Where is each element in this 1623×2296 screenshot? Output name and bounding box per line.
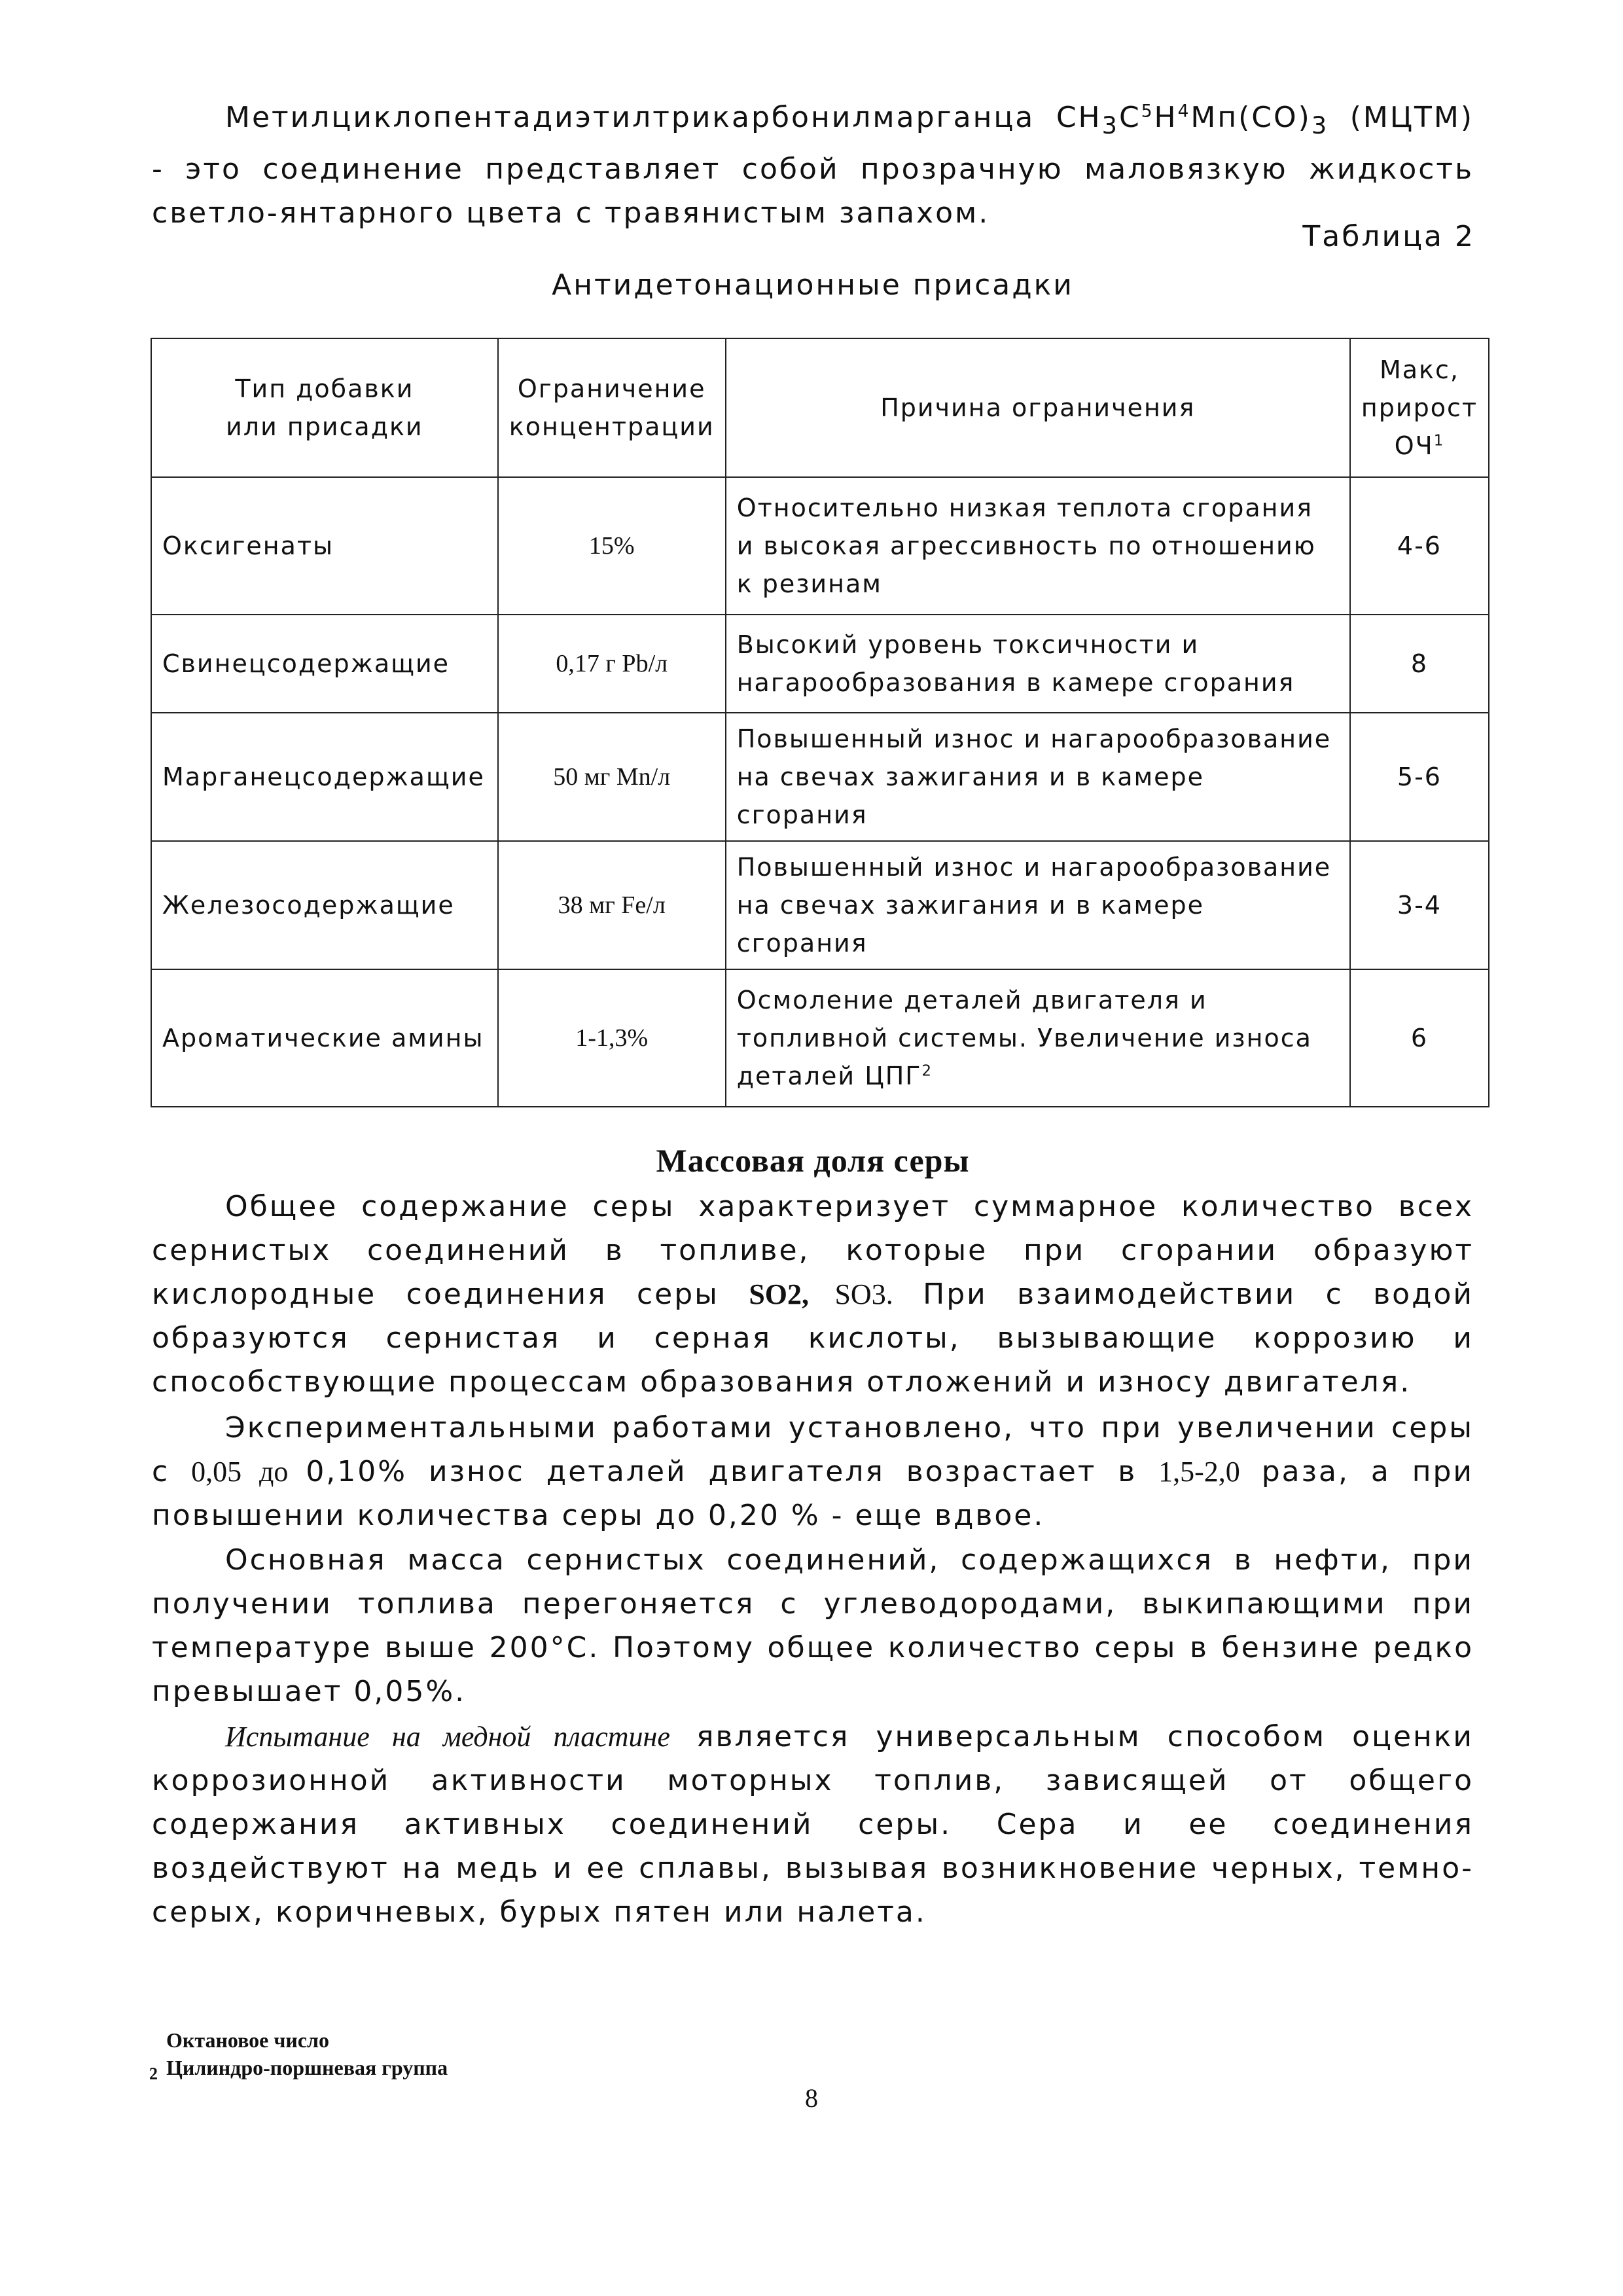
cell-max: 3-4 <box>1350 841 1489 969</box>
table-header-row <box>151 338 1489 477</box>
cell-limit: 1-1,3% <box>498 969 726 1107</box>
section-paragraph-4: Испытание на медной пластине является универсальным способом оценки коррозионной активности моторных топлив, зависящей от общего содержания активных соединений серы. Сера и ее соединения воздействуют на медь и ее сплавы, вызывая возникновение черных, темно-серых, коричневых, бурых пятен или налета. <box>152 1720 1474 1929</box>
table-row <box>151 615 1489 713</box>
table-number: Таблица 2 <box>1302 220 1475 253</box>
header-type: Тип добавки или присадки <box>151 338 498 477</box>
cell-type: Марганецсодержащие <box>151 713 498 841</box>
cell-max: 8 <box>1350 615 1489 713</box>
cell-max: 5-6 <box>1350 713 1489 841</box>
footnotes <box>147 2026 448 2081</box>
cell-type: Ароматические амины <box>151 969 498 1107</box>
cell-type: Оксигенаты <box>151 477 498 615</box>
section-paragraph-2: Экспериментальными работами установлено, что при увеличении серы с 0,05 до 0,10% износ деталей двигателя возрастает в 1,5-2,0 раза, а при повышении количества серы до 0,20 % - еще вдвое. <box>152 1411 1474 1532</box>
cell-reason: Повышенный износ и нагарообразование на свечах зажигания и в камере сгорания <box>726 713 1350 841</box>
cell-reason: Повышенный износ и нагарообразование на свечах зажигания и в камере сгорания <box>726 841 1350 969</box>
cell-reason: Высокий уровень токсичности и нагарообразования в камере сгорания <box>726 615 1350 713</box>
section-paragraph-1: Общее содержание серы характеризует суммарное количество всех сернистых соединений в топливе, которые при сгорании образуют кислородные соединения серы SO2, SO3. При взаимодействии с водой образуются сернистая и серная кислоты, вызывающие коррозию и способствующие процессам образования отложений и износу двигателя. <box>152 1190 1474 1399</box>
cell-limit: 50 мг Mn/л <box>498 713 726 841</box>
header-limit: Ограничение концентрации <box>498 338 726 477</box>
cell-max: 6 <box>1350 969 1489 1107</box>
table-row <box>151 713 1489 841</box>
page-number: 8 <box>805 2083 818 2113</box>
cell-limit: 15% <box>498 477 726 615</box>
footnote-2: 2 Цилиндро-поршневая группа <box>149 2056 448 2083</box>
table-title: Антидетонационные присадки <box>552 268 1074 302</box>
cell-reason: Относительно низкая теплота сгорания и высокая агрессивность по отношению к резинам <box>726 477 1350 615</box>
cell-limit: 0,17 г Pb/л <box>498 615 726 713</box>
table-row <box>151 477 1489 615</box>
section-paragraph-3: Основная масса сернистых соединений, содержащихся в нефти, при получении топлива перегоняется с углеводородами, выкипающими при температуре выше 200°С. Поэтому общее количество серы в бензине редко превышает 0,05%. <box>152 1543 1474 1708</box>
section-title: Массовая доля серы <box>656 1142 970 1179</box>
intro-paragraph: Метилциклопентадиэтилтрикарбонилмарганца $CH_3C^5H^4Mп(CO)_3$ (МЦТМ) - это соединение представляет собой прозрачную маловязкую жидкость светло-янтарного цвета с травянистым запахом. <box>152 101 1474 230</box>
cell-reason: Осмоление деталей двигателя и топливной системы. Увеличение износа деталей ЦПГ$^2$ <box>726 969 1350 1107</box>
additives-table <box>151 338 1489 1107</box>
cell-max: 4-6 <box>1350 477 1489 615</box>
table-row <box>151 969 1489 1107</box>
table-row <box>151 841 1489 969</box>
cell-limit: 38 мг Fe/л <box>498 841 726 969</box>
footnote-1: Октановое число <box>166 2028 329 2052</box>
cell-type: Свинецсодержащие <box>151 615 498 713</box>
cell-type: Железосодержащие <box>151 841 498 969</box>
header-reason: Причина ограничения <box>726 338 1350 477</box>
header-max: Макс, прирост $ОЧ^1$ <box>1350 338 1489 477</box>
